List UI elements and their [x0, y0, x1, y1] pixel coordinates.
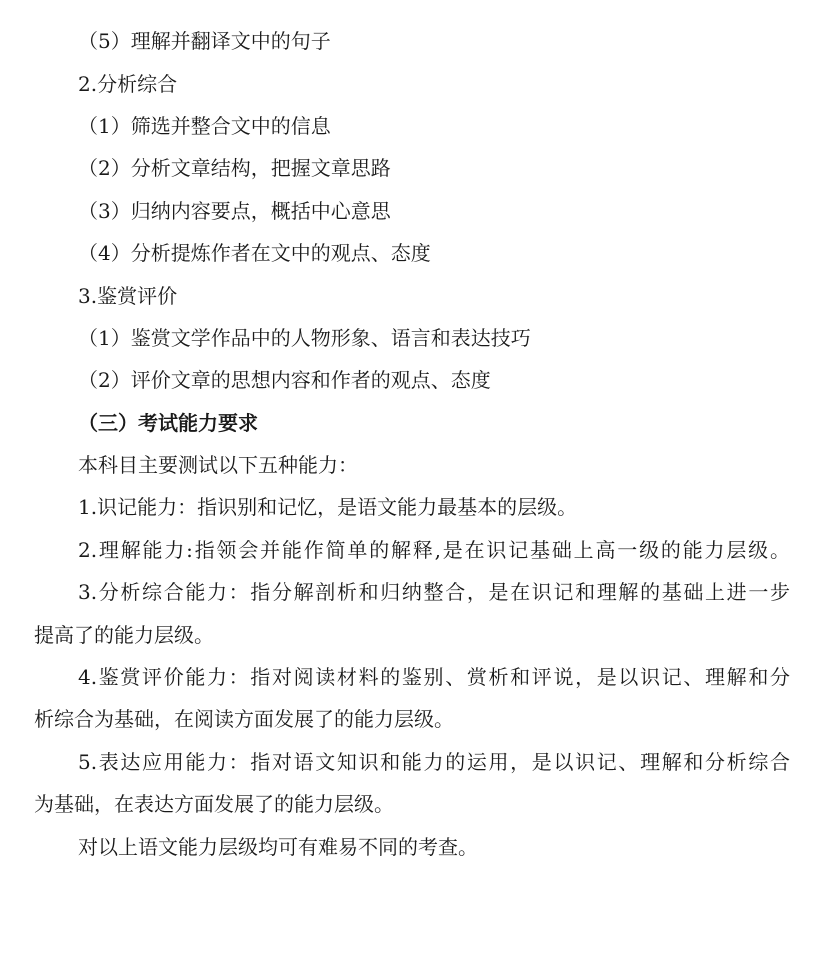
closing-note: 对以上语文能力层级均可有难易不同的考查。 [78, 835, 478, 859]
ability-expression-line-1: 5.表达应用能力：指对语文知识和能力的运用，是以识记、理解和分析综合 [78, 750, 790, 774]
ability-appreciation-line-1: 4.鉴赏评价能力：指对阅读材料的鉴别、赏析和评说，是以识记、理解和分 [78, 665, 790, 689]
appreciation-item-1: （1）鉴赏文学作品中的人物形象、语言和表达技巧 [78, 326, 531, 350]
section-heading-analysis: 2.分析综合 [78, 72, 178, 96]
analysis-item-3: （3）归纳内容要点，概括中心意思 [78, 199, 391, 223]
analysis-item-2: （2）分析文章结构，把握文章思路 [78, 156, 391, 180]
analysis-item-1: （1）筛选并整合文中的信息 [78, 114, 331, 138]
ability-recall: 1.识记能力：指识别和记忆，是语文能力最基本的层级。 [78, 495, 578, 519]
ability-analysis-line-2: 提高了的能力层级。 [34, 623, 214, 647]
analysis-item-4: （4）分析提炼作者在文中的观点、态度 [78, 241, 431, 265]
section-heading-exam-requirements: （三）考试能力要求 [78, 411, 258, 435]
ability-expression-line-2: 为基础，在表达方面发展了的能力层级。 [34, 792, 394, 816]
ability-appreciation-line-2: 析综合为基础，在阅读方面发展了的能力层级。 [34, 707, 454, 731]
ability-comprehension: 2.理解能力:指领会并能作简单的解释,是在识记基础上高一级的能力层级。 [78, 538, 790, 562]
ability-item-5: （5）理解并翻译文中的句子 [78, 29, 331, 53]
ability-analysis-line-1: 3.分析综合能力：指分解剖析和归纳整合，是在识记和理解的基础上进一步 [78, 580, 790, 604]
appreciation-item-2: （2）评价文章的思想内容和作者的观点、态度 [78, 368, 491, 392]
intro-paragraph: 本科目主要测试以下五种能力： [78, 453, 358, 477]
section-heading-appreciation: 3.鉴赏评价 [78, 284, 178, 308]
